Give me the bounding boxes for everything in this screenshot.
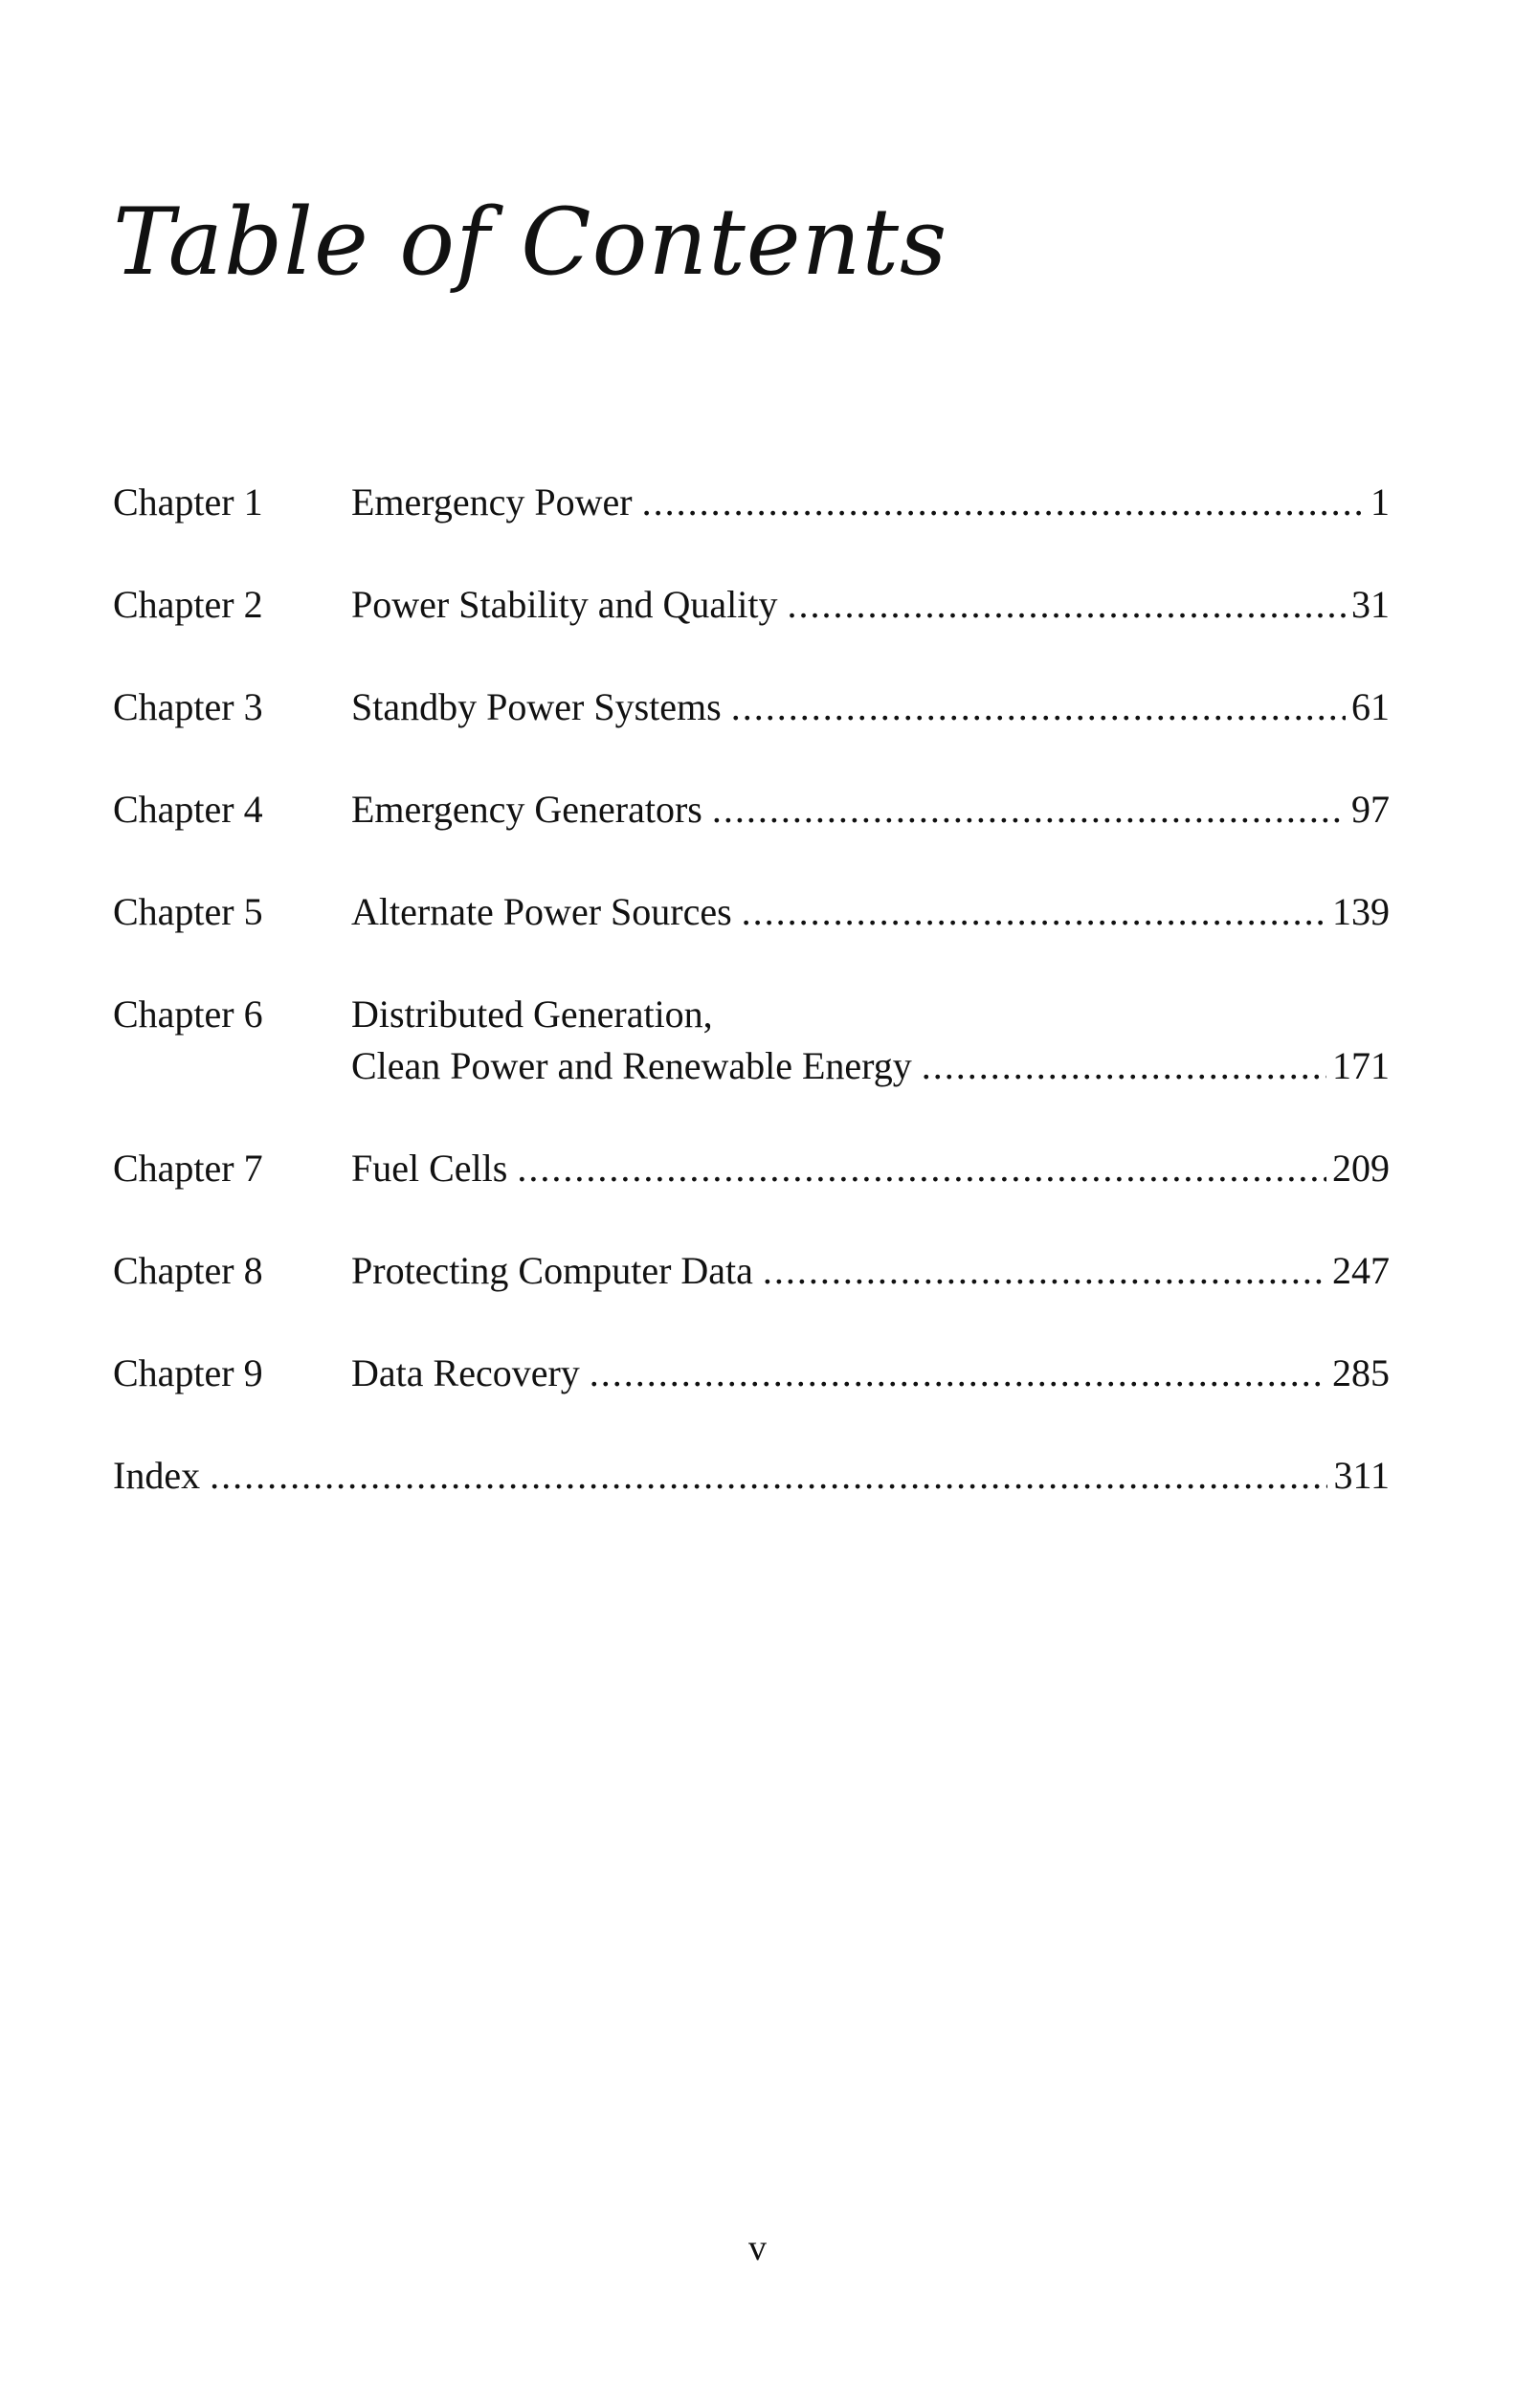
chapter-label: Chapter 6: [113, 992, 263, 1036]
chapter-label: Chapter 7: [113, 1147, 263, 1190]
dot-leader: [642, 477, 1365, 528]
chapter-label: Chapter 4: [113, 788, 263, 831]
page-number: 139: [1332, 890, 1390, 933]
page-number: 1: [1370, 480, 1390, 524]
dot-leader: [590, 1348, 1326, 1399]
page-number: 285: [1332, 1351, 1390, 1394]
chapter-label: Chapter 1: [113, 480, 263, 524]
chapter-title: Data Recovery: [351, 1351, 580, 1394]
dot-leader: [712, 784, 1346, 836]
chapter-title: Standby Power Systems: [351, 685, 722, 728]
chapter-label: Chapter 8: [113, 1249, 263, 1292]
dot-leader: [922, 1040, 1326, 1092]
toc-entry-chapter-5[interactable]: [113, 886, 1390, 938]
chapter-title-line-1: Distributed Generation,: [351, 992, 713, 1036]
chapter-title: Alternate Power Sources: [351, 890, 732, 933]
chapter-title: Clean Power and Renewable Energy: [351, 1044, 912, 1087]
index-title: Index: [113, 1454, 201, 1497]
toc-entry-index[interactable]: [113, 1450, 1390, 1502]
toc-entry-chapter-8[interactable]: [113, 1245, 1390, 1297]
chapter-title: Fuel Cells: [351, 1147, 508, 1190]
chapter-title: Protecting Computer Data: [351, 1249, 753, 1292]
page-number: 209: [1332, 1147, 1390, 1190]
chapter-title: Emergency Generators: [351, 788, 702, 831]
toc-entry-chapter-2[interactable]: [113, 579, 1390, 631]
page-number: 31: [1351, 583, 1390, 626]
dot-leader: [731, 681, 1346, 733]
page-number: 97: [1351, 788, 1390, 831]
footer-page-number: v: [748, 2228, 767, 2268]
page-number: 61: [1351, 685, 1390, 728]
dot-leader: [788, 579, 1346, 631]
page-title: Table of Contents: [113, 189, 948, 296]
dot-leader: [517, 1143, 1326, 1194]
toc-entry-chapter-1[interactable]: [113, 477, 1390, 528]
toc-entry-chapter-4[interactable]: [113, 784, 1390, 836]
chapter-title: Power Stability and Quality: [351, 583, 778, 626]
toc-entry-chapter-7[interactable]: [113, 1143, 1390, 1194]
chapter-label: Chapter 5: [113, 890, 263, 933]
chapter-title: Emergency Power: [351, 480, 633, 524]
chapter-label: Chapter 9: [113, 1351, 263, 1394]
dot-leader: [742, 886, 1326, 938]
page-number: 247: [1332, 1249, 1390, 1292]
table-of-contents: [113, 477, 1390, 1552]
toc-entry-chapter-3[interactable]: [113, 681, 1390, 733]
page-number: 311: [1333, 1454, 1390, 1497]
chapter-label: Chapter 3: [113, 685, 263, 728]
dot-leader: [763, 1245, 1326, 1297]
toc-entry-chapter-9[interactable]: [113, 1348, 1390, 1399]
toc-entry-chapter-6[interactable]: [113, 989, 1390, 1092]
chapter-label: Chapter 2: [113, 583, 263, 626]
page-number: 171: [1332, 1044, 1390, 1087]
dot-leader: [210, 1450, 1327, 1502]
